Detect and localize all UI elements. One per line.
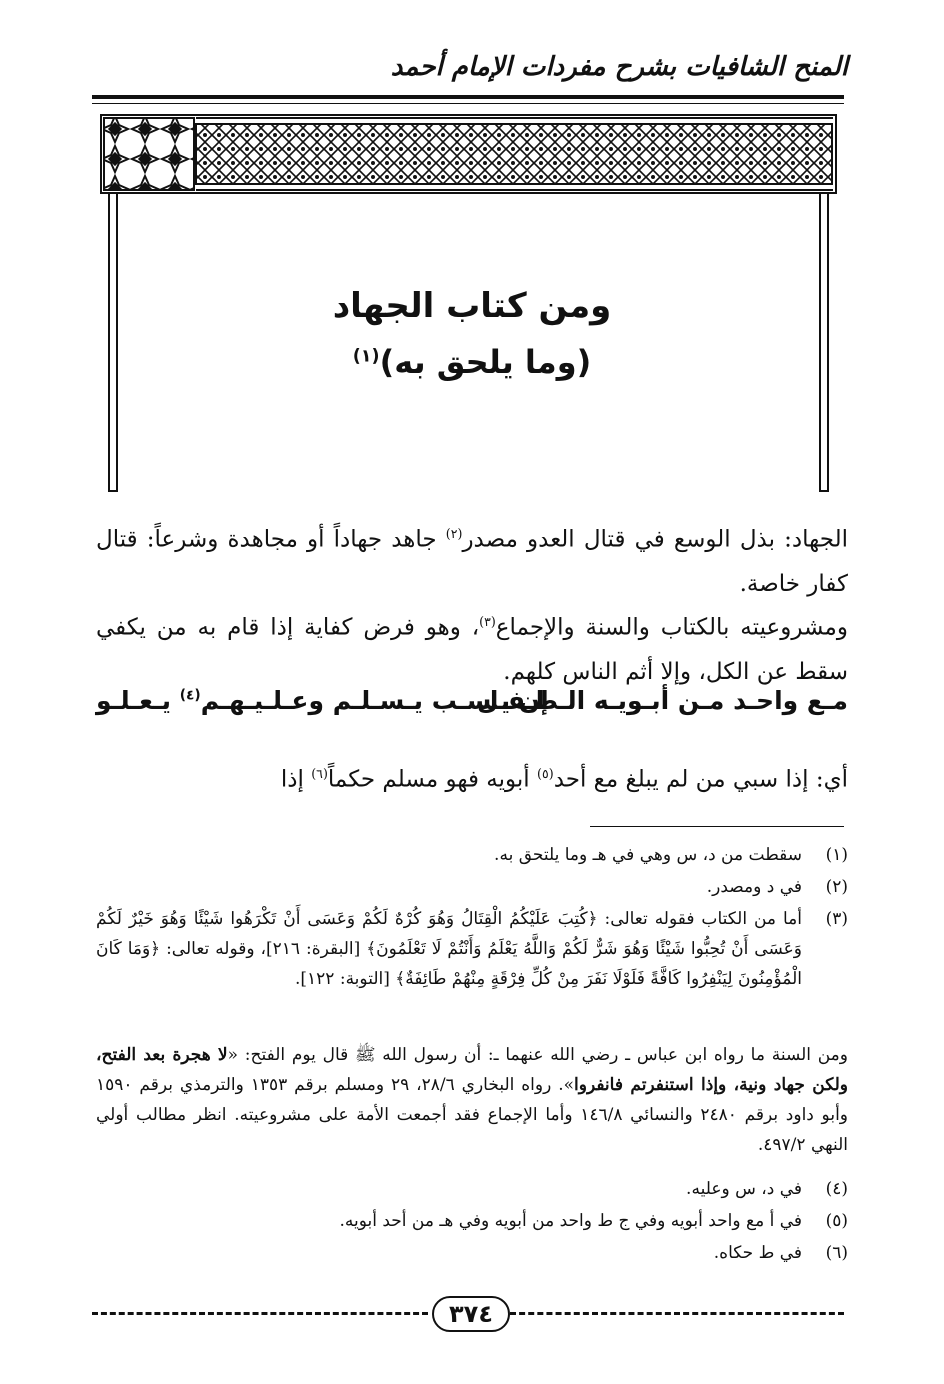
header-rule-thin bbox=[92, 103, 844, 104]
paragraph-text: أي: إذا سبي من لم يبلغ مع أحد bbox=[553, 766, 848, 793]
footnote bbox=[96, 1206, 848, 1236]
footnote-number: (٢) bbox=[825, 877, 848, 897]
footnote-text: ». رواه البخاري ٢٨/٦، ٢٩ ومسلم برقم ١٣٥٣ والترمذي برقم ١٥٩٠ وأبو داود برقم ٢٤٨٠ والنسائي ١٤٦/٨ وأما الإجماع فقد أجمعت الأمة على مشروعيته. انظر مطالب أولي النهي ٤٩٧/٢. bbox=[96, 1075, 849, 1155]
ornament-left-post bbox=[108, 192, 118, 492]
footnote-ref: (٦) bbox=[311, 766, 328, 781]
verse-hemistich-first: مـع واحـد مـن أبـويـه الـطـفـل bbox=[476, 686, 848, 715]
footnote-text: سقطت من د، س وهي في هـ وما يلتحق به. bbox=[494, 845, 802, 865]
paragraph-text: إذا bbox=[280, 766, 312, 793]
footnote-text: في د ومصدر. bbox=[706, 877, 802, 897]
body-paragraph-definition bbox=[96, 512, 848, 606]
footer-dashed-rule bbox=[92, 1312, 428, 1315]
header-rule bbox=[92, 95, 844, 99]
chapter-subtitle-text: (وما يلحق به) bbox=[379, 343, 592, 381]
footnote-text: في ط حكاه. bbox=[713, 1243, 802, 1263]
footnote-continuation bbox=[96, 1040, 848, 1160]
hadith-text: لا هجرة بعد الفتح، ولكن جهاد ونية، وإذا استنفرتم فانفروا bbox=[96, 1045, 848, 1095]
chapter-title: ومن كتاب الجهاد bbox=[332, 286, 612, 326]
chapter-subtitle bbox=[0, 343, 944, 381]
verse-hemistich-second bbox=[96, 686, 549, 715]
footnote-ref: (٥) bbox=[537, 766, 554, 781]
page-number: ٣٧٤ bbox=[432, 1296, 510, 1332]
ornament-band bbox=[100, 114, 837, 194]
verse-text: إن يـسـب يـسـلـم وعـلـيـهـم bbox=[200, 686, 549, 715]
paragraph-text: الجهاد: بذل الوسع في قتال العدو مصدر bbox=[462, 526, 848, 553]
footnote-number: (٦) bbox=[825, 1243, 848, 1263]
footnote-number: (٤) bbox=[825, 1179, 848, 1199]
running-header: المنح الشافيات بشرح مفردات الإمام أحمد bbox=[390, 52, 848, 82]
ornament-right-post bbox=[819, 192, 829, 492]
body-paragraph-legitimacy bbox=[96, 600, 848, 694]
page-footer bbox=[92, 1296, 844, 1332]
footnote-ref: (٢) bbox=[445, 526, 463, 541]
body-paragraph-explanation bbox=[96, 752, 848, 802]
paragraph-text: جاهد جهاداً أو مجاهدة وشرعاً: قتال كفار خاصة. bbox=[96, 526, 848, 597]
footnote-ref: (١) bbox=[352, 346, 380, 367]
footnote bbox=[96, 840, 848, 870]
footnote-ref: (٤) bbox=[179, 687, 201, 704]
footnote-text: أما من الكتاب فقوله تعالى: ﴿كُتِبَ عَلَيْكُمُ الْقِتَالُ وَهُوَ كُرْهٌ لَكُمْ وَعَسَى أَنْ تَكْرَهُوا شَيْئًا وَهُوَ خَيْرٌ لَكُمْ وَعَسَى أَنْ تُحِبُّوا شَيْئًا وَهُوَ شَرٌّ لَكُمْ وَاللَّهُ يَعْلَمُ وَأَنْتُمْ لَا تَعْلَمُونَ﴾ [البقرة: ٢١٦]، وقوله تعالى: ﴿وَمَا كَانَ الْمُؤْمِنُونَ لِيَنْفِرُوا كَافَّةً فَلَوْلَا نَفَرَ مِنْ كُلِّ فِرْقَةٍ مِنْهُمْ طَائِفَةٌ﴾ [التوبة: ١٢٢]. bbox=[96, 909, 802, 989]
footnote-text: في أ مع واحد أبويه وفي ج ط واحد من أبويه وفي هـ من أحد أبويه. bbox=[339, 1211, 802, 1231]
footnote bbox=[96, 1174, 848, 1204]
footnote-number: (٣) bbox=[825, 909, 848, 929]
footnote-number: (٥) bbox=[825, 1211, 848, 1231]
footnote bbox=[96, 904, 848, 994]
footnote-text: ومن السنة ما رواه ابن عباس ـ رضي الله عنهما ـ: أن رسول الله ﷺ قال يوم الفتح: « bbox=[227, 1045, 849, 1065]
paragraph-text: أبويه فهو مسلم حكماً bbox=[327, 766, 538, 793]
footer-dashed-rule bbox=[510, 1312, 844, 1315]
paragraph-text: ، وهو فرض كفاية إذا قام به من يكفي سقط عن الكل، وإلا أثم الناس كلهم. bbox=[96, 614, 848, 685]
paragraph-text: ومشروعيته بالكتاب والسنة والإجماع bbox=[495, 614, 848, 641]
footnote bbox=[96, 872, 848, 902]
footnote-ref: (٣) bbox=[479, 614, 496, 629]
poem-verse bbox=[96, 686, 848, 730]
verse-text: يـعـلـو bbox=[96, 686, 180, 715]
footnote-text: في د، س وعليه. bbox=[686, 1179, 802, 1199]
footnote-number: (١) bbox=[825, 845, 848, 865]
footnote-separator bbox=[590, 826, 844, 827]
footnote bbox=[96, 1238, 848, 1268]
